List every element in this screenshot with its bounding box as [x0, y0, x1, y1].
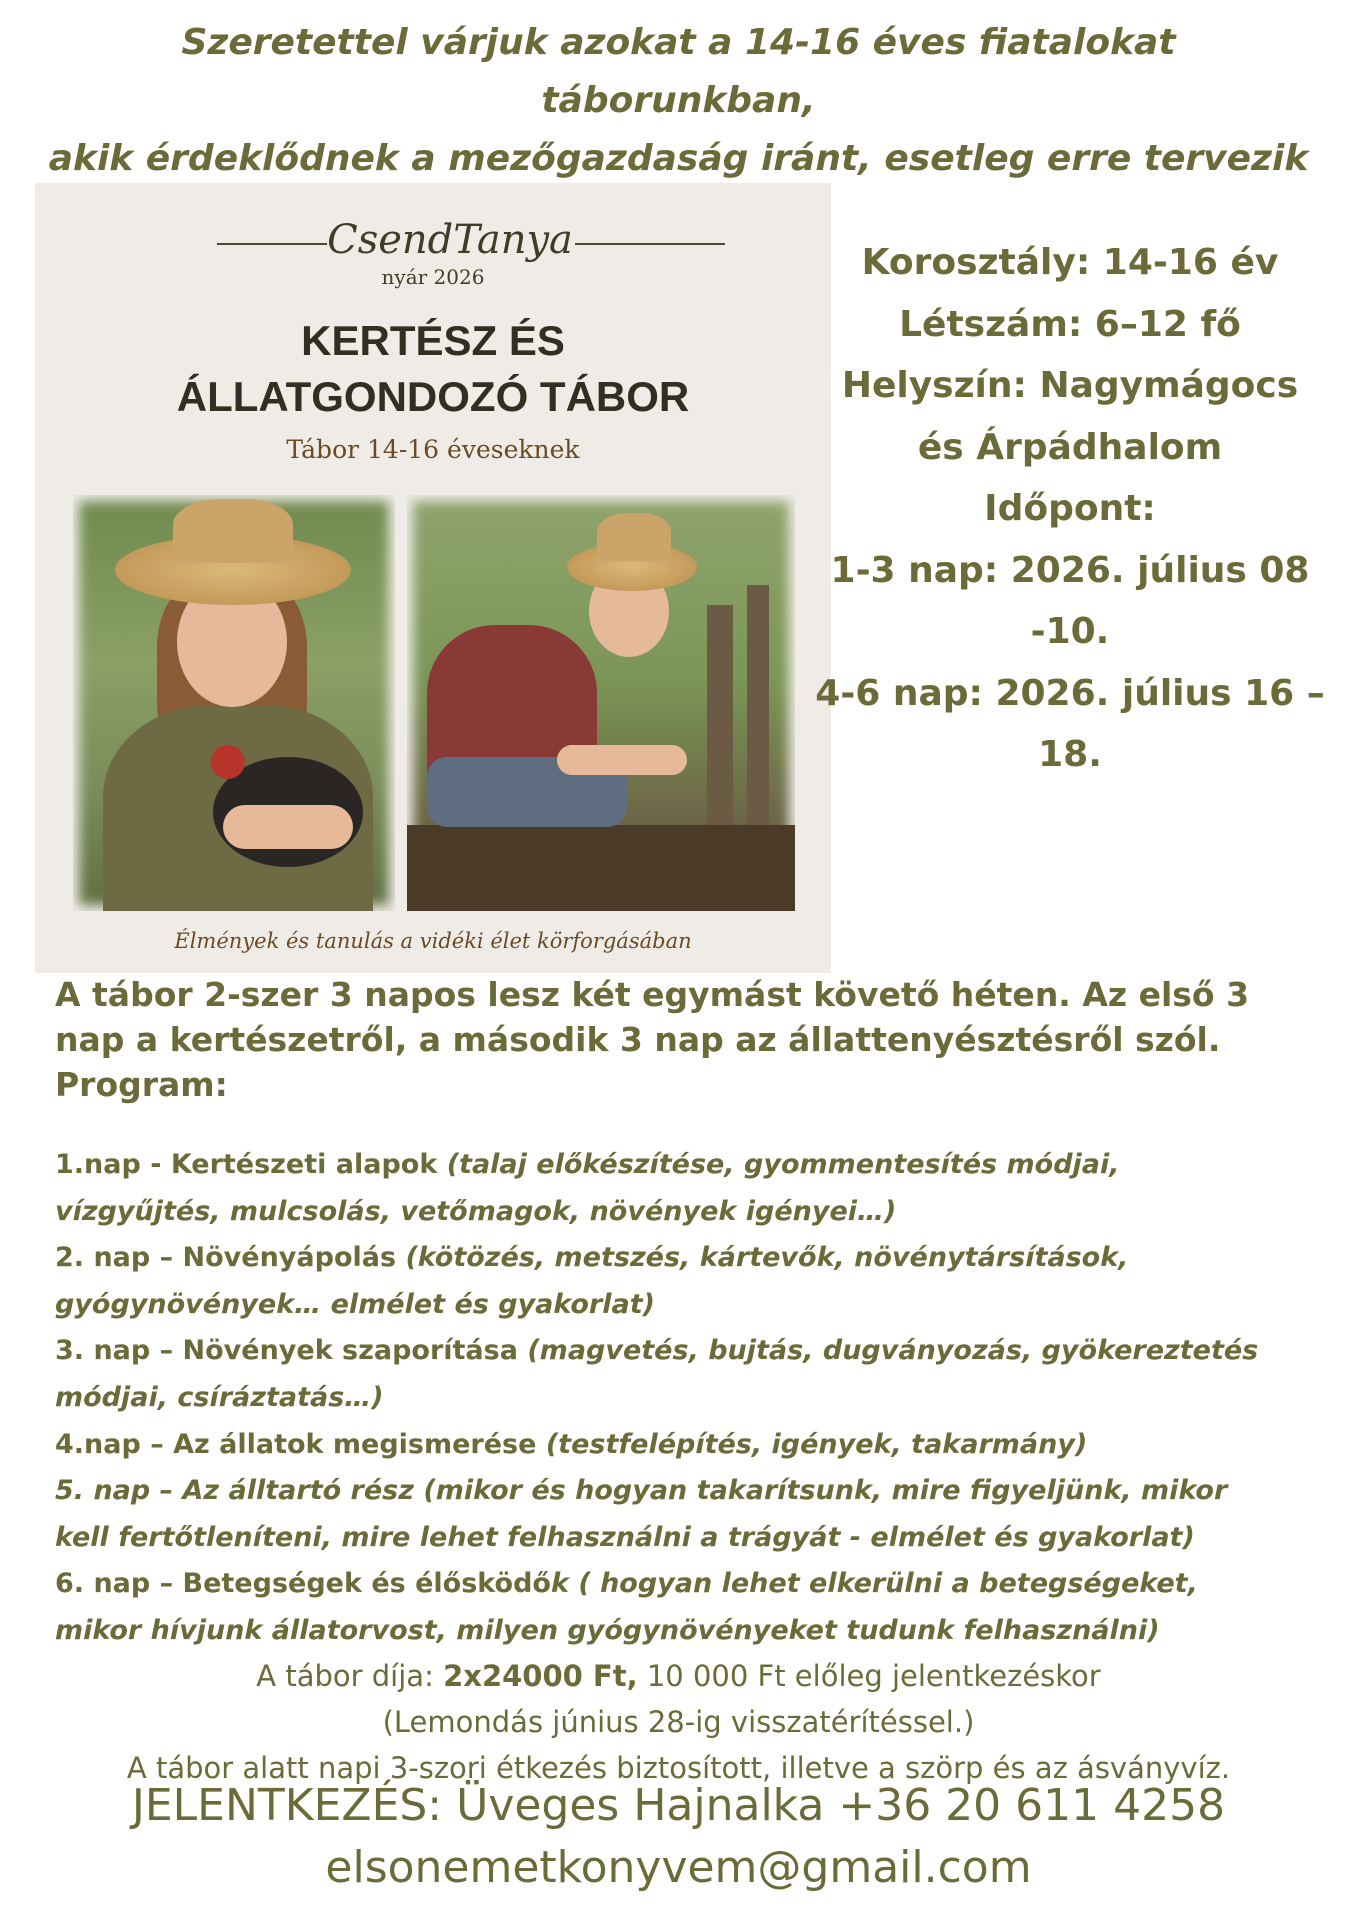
detail-date-1: 1-3 nap: 2026. július 08	[830, 549, 1310, 591]
poster-title-line-1: KERTÉSZ ÉS	[301, 317, 565, 364]
contact-info	[0, 1775, 1357, 1899]
fee-info	[0, 1653, 1357, 1791]
straw-hat-crown	[597, 513, 671, 561]
divider	[217, 243, 327, 245]
detail-headcount: Létszám: 6–12 fő	[899, 303, 1241, 345]
program-day-5-text: 5. nap – Az álltartó rész (mikor és hogyan takarítsunk, mire figyeljünk, mikor	[55, 1475, 1228, 1507]
program-day-3-cont	[55, 1375, 1325, 1422]
program-day-6-details: k ( hogyan lehet elkerülni a betegségeket,	[550, 1568, 1198, 1600]
camp-details	[810, 232, 1330, 786]
contact-email: elsonemetkonyvem@gmail.com	[325, 1842, 1032, 1893]
program-day-1	[55, 1142, 1325, 1189]
meals-note: A tábor alatt napi 3-szori étkezés biztosított, illetve a szörp és az ásványvíz.	[126, 1751, 1231, 1785]
detail-date-1-end: -10.	[1030, 611, 1110, 652]
program-day-6-details-cont: mikor hívjunk állatorvost, milyen gyógynövényeket tudunk felhasználni)	[55, 1614, 1160, 1646]
fence-post	[747, 585, 769, 865]
divider	[575, 243, 725, 245]
arms	[557, 745, 687, 775]
program-day-2-title: 2. nap – Növényápolás	[55, 1242, 406, 1274]
detail-date-2: 4-6 nap: 2026. július 16 –	[815, 672, 1325, 714]
program-day-3-title: 3. nap – Növények szaporítása	[55, 1335, 528, 1367]
detail-location: Helyszín: Nagymágocs	[841, 365, 1299, 406]
program-day-1-cont	[55, 1189, 1325, 1236]
program-day-4-title: 4.nap – Az állatok megismerése	[55, 1428, 546, 1460]
program-day-3	[55, 1328, 1325, 1375]
program-day-5-cont	[55, 1515, 1325, 1562]
program-day-2-cont	[55, 1282, 1325, 1329]
poster-caption: Élmények és tanulás a vidéki élet körforgásában	[174, 929, 692, 953]
description-line-1: A tábor 2-szer 3 napos lesz két egymást követő héten. Az első 3	[55, 975, 1250, 1014]
photo-boy-gardening	[407, 495, 795, 911]
program-day-3-details-cont: módjai, csíráztatás…)	[55, 1381, 384, 1413]
arms	[223, 805, 353, 849]
program-list	[55, 1142, 1325, 1655]
program-day-4	[55, 1422, 1325, 1469]
brand-logo: CsendTanya	[327, 217, 573, 263]
detail-location-2: és Árpádhalom	[917, 426, 1223, 468]
contact-phone-line: JELENTKEZÉS: Üveges Hajnalka +36 20 611 4258	[131, 1780, 1226, 1831]
fee-line	[0, 1653, 1357, 1699]
fee-amount: 2x24000 Ft,	[443, 1659, 638, 1693]
cancellation-note: (Lemondás június 28-ig visszatérítéssel.)	[382, 1705, 975, 1739]
program-day-5	[55, 1468, 1325, 1515]
straw-hat-crown	[173, 499, 293, 563]
detail-date-label: Időpont:	[984, 488, 1156, 529]
detail-age: Korosztály: 14-16 év	[861, 242, 1279, 283]
poster-brand	[35, 211, 831, 267]
program-day-2-details: (kötözés, metszés, kártevők, növénytársítások,	[405, 1242, 1129, 1274]
intro-line-1: Szeretettel várjuk azokat a 14-16 éves fiatalokat táborunkban,	[181, 22, 1176, 121]
program-day-4-details: (testfelépítés, igények, takarmány)	[545, 1428, 1088, 1460]
program-day-6	[55, 1561, 1325, 1608]
program-day-2-details-cont: gyógynövények… elmélet és gyakorlat)	[55, 1288, 655, 1320]
description-line-2: nap a kertészetről, a második 3 nap az állattenyésztésről szól.	[55, 1020, 1221, 1059]
camp-poster	[35, 183, 831, 973]
poster-title-line-2: ÁLLATGONDOZÓ TÁBOR	[176, 373, 690, 420]
hen-comb	[211, 745, 245, 779]
poster-subtitle: Tábor 14-16 éveseknek	[286, 435, 580, 464]
program-day-5-text-cont: kell fertőtleníteni, mire lehet felhasználni a trágyát - elmélet és gyakorlat)	[55, 1521, 1195, 1553]
program-day-2	[55, 1235, 1325, 1282]
detail-date-2-end: 18.	[1038, 734, 1102, 775]
program-day-1-details-cont: vízgyűjtés, mulcsolás, vetőmagok, növények igényei…)	[55, 1195, 897, 1227]
fee-prefix: A tábor díja:	[256, 1659, 444, 1693]
program-heading: Program:	[55, 1065, 228, 1104]
camp-description	[55, 972, 1325, 1107]
poster-title	[95, 313, 771, 425]
intro-line-2: akik érdeklődnek a mezőgazdaság iránt, esetleg erre tervezik	[48, 138, 1309, 179]
program-day-1-title: 1.nap - Kertészeti alapok	[55, 1149, 447, 1180]
poster-season: nyár 2026	[381, 265, 485, 289]
program-day-3-details: (magvetés, bujtás, dugványozás, gyökereztetés	[527, 1335, 1259, 1367]
fee-suffix: 10 000 Ft előleg jelentkezéskor	[637, 1659, 1101, 1693]
program-day-1-details: (talaj előkészítése, gyommentesítés módjai,	[446, 1149, 1120, 1180]
program-day-6-title: 6. nap – Betegségek és élősködő	[55, 1568, 551, 1600]
soil	[407, 825, 795, 911]
program-day-6-cont	[55, 1608, 1325, 1655]
photo-girl-with-hen	[73, 495, 395, 911]
